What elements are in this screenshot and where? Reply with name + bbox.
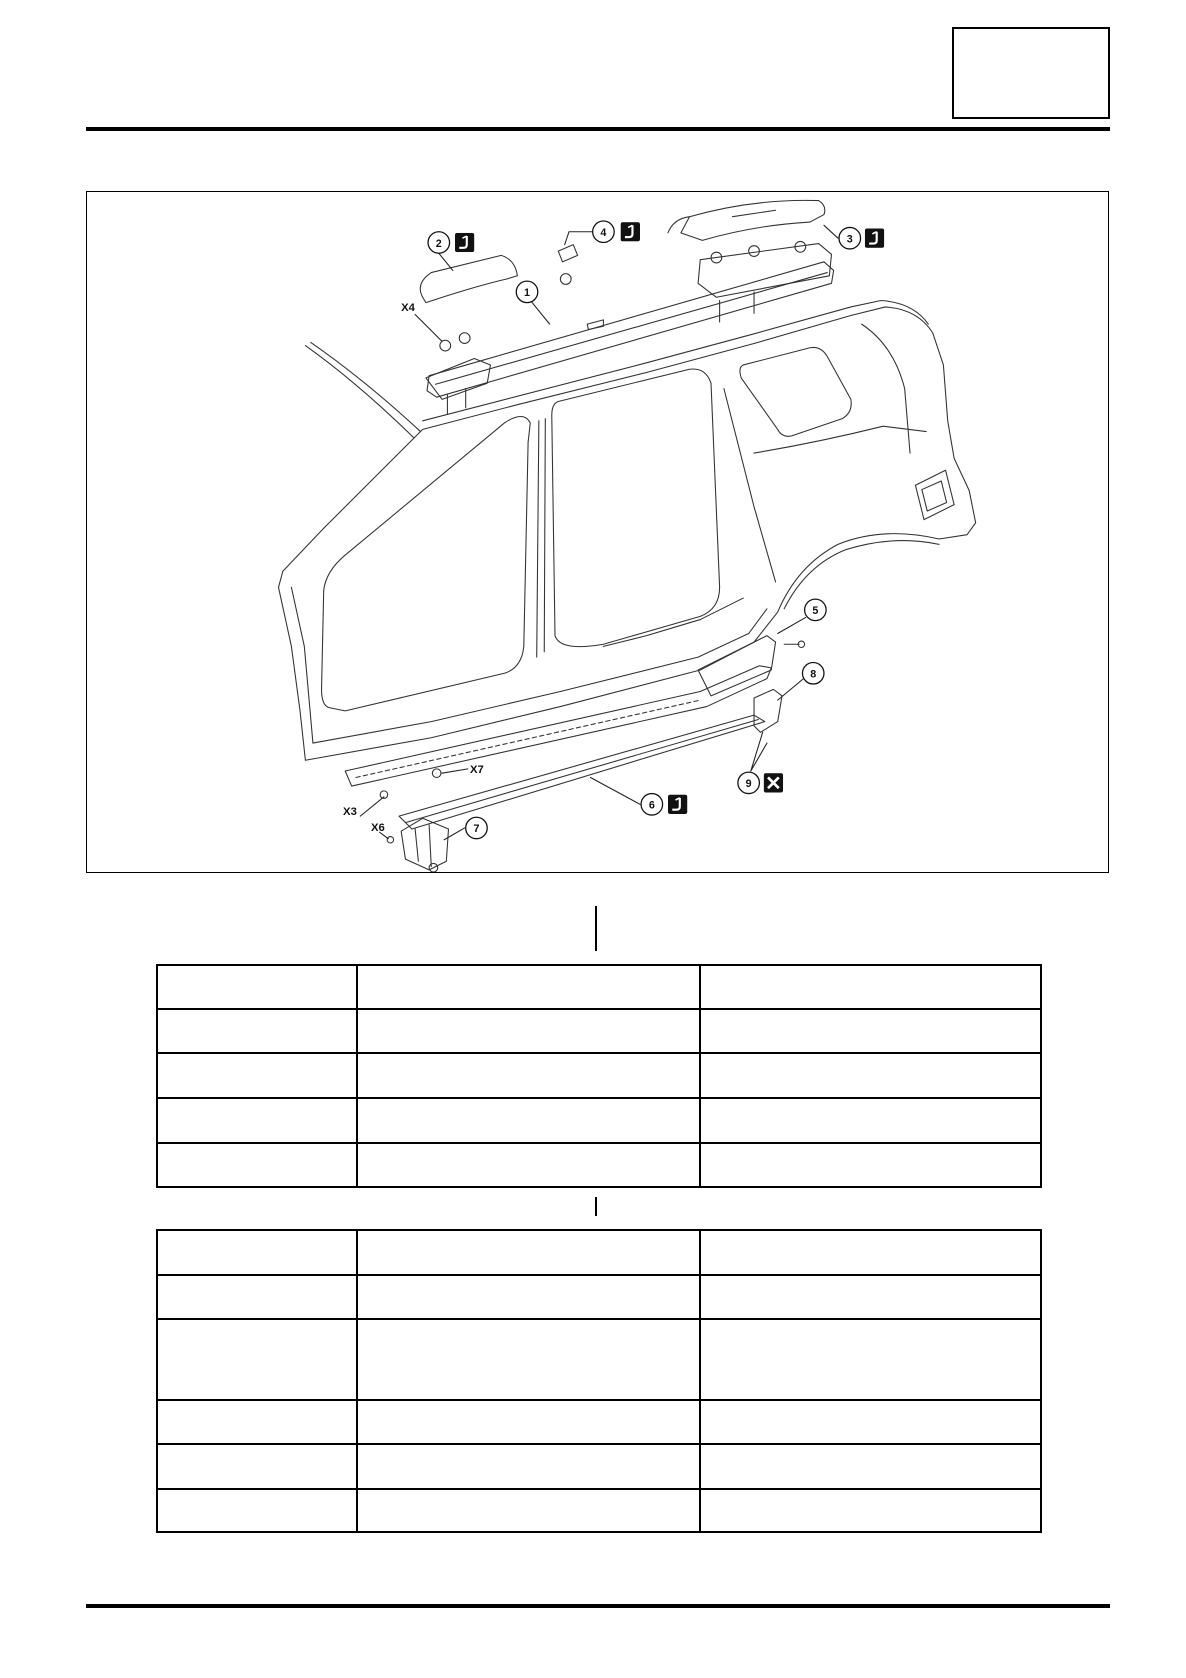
sill-front-bracket-detail xyxy=(415,825,431,867)
tail-lamp-aperture xyxy=(915,470,954,519)
roof-side-rail-line xyxy=(423,300,929,420)
hinge-pillar-line xyxy=(291,587,313,743)
roof-bar-front-base xyxy=(426,359,491,400)
table-cell xyxy=(357,1319,700,1400)
quarter-panel-line xyxy=(862,324,910,453)
table-cell xyxy=(157,1275,357,1319)
table-cell xyxy=(700,1275,1041,1319)
table-cell xyxy=(357,965,700,1009)
table-cell xyxy=(157,1489,357,1532)
callout-label-4: 4 xyxy=(600,227,607,240)
table-row xyxy=(157,1098,1041,1143)
table-cell xyxy=(700,1098,1041,1143)
table-cell xyxy=(700,1143,1041,1187)
table-row xyxy=(157,965,1041,1009)
table-2 xyxy=(156,1229,1042,1533)
table-row xyxy=(157,1230,1041,1275)
callout-label-7: 7 xyxy=(473,823,480,836)
table-cell xyxy=(700,965,1041,1009)
body-side-panel xyxy=(279,307,976,760)
table-cell xyxy=(157,1143,357,1187)
callout-label-5: 5 xyxy=(812,605,819,618)
table-row xyxy=(157,1319,1041,1400)
table-cell xyxy=(700,1444,1041,1489)
table-cell xyxy=(157,1098,357,1143)
page-reference-box xyxy=(952,27,1110,119)
callout-label-1: 1 xyxy=(524,287,531,300)
rear-wheel-arch-line xyxy=(784,541,939,609)
sill-clip-row xyxy=(356,700,700,777)
table-cell xyxy=(357,1098,700,1143)
callout-label-8: 8 xyxy=(810,668,817,681)
table-row xyxy=(157,1009,1041,1053)
table-row xyxy=(157,1400,1041,1444)
sill-end-piece xyxy=(754,689,782,732)
roof-bar-edge xyxy=(436,273,828,385)
table-cell xyxy=(157,1009,357,1053)
marker-x7: X7 xyxy=(470,764,484,777)
part-symbol-icon xyxy=(621,222,640,241)
table-cell xyxy=(357,1489,700,1532)
header-rule xyxy=(86,127,1110,131)
b-pillar-inner-line xyxy=(544,419,545,652)
table-cell xyxy=(157,1400,357,1444)
front-door-opening xyxy=(322,417,531,711)
table-cell xyxy=(157,1444,357,1489)
x7-fastener xyxy=(432,769,441,778)
c-pillar-line xyxy=(724,389,776,582)
section-marker xyxy=(595,1197,597,1216)
part-symbol-icon xyxy=(455,233,474,252)
tail-lamp-aperture-inner xyxy=(922,481,947,511)
roof-bar-clip xyxy=(558,245,577,262)
rear-cap-slot xyxy=(733,210,776,216)
table-cell xyxy=(357,1400,700,1444)
callout-label-9: 9 xyxy=(745,778,752,791)
table-cell xyxy=(357,1143,700,1187)
body-side-illustration xyxy=(87,192,1108,872)
table-cell xyxy=(157,965,357,1009)
sill-rear-line xyxy=(603,598,743,646)
table-cell xyxy=(357,1053,700,1098)
quarter-window-opening xyxy=(740,347,851,436)
nut xyxy=(440,340,451,351)
quarter-panel-crease xyxy=(754,426,926,453)
table-cell xyxy=(357,1444,700,1489)
part-symbol-icon xyxy=(865,229,884,248)
roof-bar-front-cap xyxy=(420,255,517,302)
x6-fastener xyxy=(387,837,393,843)
nut xyxy=(459,333,470,344)
table-row xyxy=(157,1053,1041,1098)
table-cell xyxy=(157,1053,357,1098)
table-row xyxy=(157,1275,1041,1319)
table-cell xyxy=(357,1009,700,1053)
windscreen-pillar-edge xyxy=(311,342,421,431)
table-cell xyxy=(700,1230,1041,1275)
x-mark-icon xyxy=(764,773,783,792)
callout-label-6: 6 xyxy=(648,799,655,812)
sill-rear-extension xyxy=(698,636,775,696)
table-row xyxy=(157,1489,1041,1532)
table-row xyxy=(157,1444,1041,1489)
table-cell xyxy=(700,1319,1041,1400)
roof-bar-rear-cap xyxy=(681,200,825,240)
marker-x3: X3 xyxy=(343,806,357,819)
table-cell xyxy=(700,1009,1041,1053)
table-cell xyxy=(157,1319,357,1400)
rear-cap-cable xyxy=(668,217,690,233)
roof-bar-slot xyxy=(587,320,603,330)
table-cell xyxy=(157,1230,357,1275)
callout-label-2: 2 xyxy=(435,237,442,250)
table-cell xyxy=(357,1230,700,1275)
part-symbol-icon xyxy=(668,795,687,814)
table-cell xyxy=(700,1400,1041,1444)
table-cell xyxy=(357,1275,700,1319)
clip-nut xyxy=(560,274,571,285)
leader-lines xyxy=(360,225,838,839)
marker-x6: X6 xyxy=(371,822,385,835)
sill-inner-line xyxy=(313,609,767,743)
roof-bar-studs xyxy=(447,292,754,414)
marker-x4: X4 xyxy=(401,302,415,315)
b-pillar-line xyxy=(537,421,539,657)
section-marker xyxy=(595,906,597,951)
exploded-view-figure xyxy=(86,191,1109,873)
table-1 xyxy=(156,964,1042,1188)
callout-label-3: 3 xyxy=(846,233,853,246)
windscreen-pillar xyxy=(305,346,414,438)
footer-rule xyxy=(86,1604,1110,1608)
table-cell xyxy=(700,1489,1041,1532)
table-cell xyxy=(700,1053,1041,1098)
rear-door-opening xyxy=(552,369,720,647)
table-row xyxy=(157,1143,1041,1187)
nut xyxy=(749,246,760,257)
